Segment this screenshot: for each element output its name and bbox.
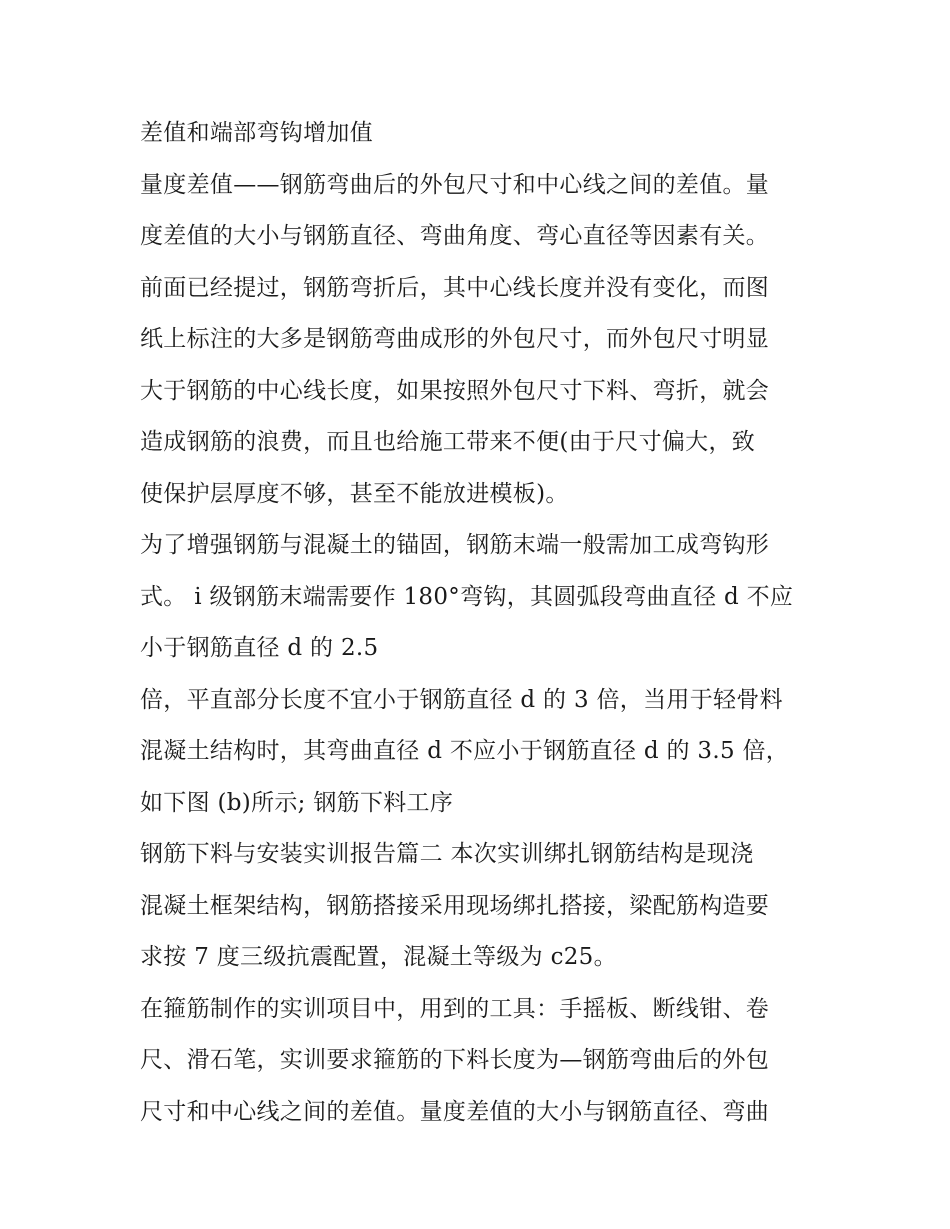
document-page — [140, 108, 820, 1138]
text-line: 混凝土框架结构，钢筋搭接采用现场绑扎搭接，梁配筋构造要 — [140, 892, 770, 919]
text-line: 尺寸和中心线之间的差值。量度差值的大小与钢筋直径、弯曲 — [140, 1098, 770, 1125]
text-line: 如下图 (b)所示; 钢筋下料工序 — [140, 789, 454, 816]
text-line: 混凝土结构时，其弯曲直径 d 不应小于钢筋直径 d 的 3.5 倍， — [140, 738, 790, 764]
text-line: 小于钢筋直径 d 的 2.5 — [140, 635, 379, 661]
text-line: 纸上标注的大多是钢筋弯曲成形的外包尺寸，而外包尺寸明显 — [140, 326, 770, 352]
text-line: 造成钢筋的浪费，而且也给施工带来不便(由于尺寸偏大，致 — [140, 429, 756, 455]
text-line: 为了增强钢筋与混凝土的锚固，钢筋末端一般需加工成弯钩形 — [140, 532, 770, 558]
text-line: 式。 i 级钢筋末端需要作 180°弯钩，其圆弧段弯曲直径 d 不应 — [140, 583, 794, 610]
text-line: 大于钢筋的中心线长度，如果按照外包尺寸下料、弯折，就会 — [140, 377, 770, 404]
text-line: 尺、滑石笔，实训要求箍筋的下料长度为—钢筋弯曲后的外包 — [140, 1047, 770, 1073]
text-line: 求按 7 度三级抗震配置，混凝土等级为 c25。 — [140, 944, 617, 970]
text-line: 度差值的大小与钢筋直径、弯曲角度、弯心直径等因素有关。 — [140, 223, 770, 249]
text-line: 钢筋下料与安装实训报告篇二 本次实训绑扎钢筋结构是现浇 — [140, 841, 754, 867]
text-line: 量度差值——钢筋弯曲后的外包尺寸和中心线之间的差值。量 — [140, 171, 770, 198]
text-line: 差值和端部弯钩增加值 — [140, 120, 373, 146]
text-line: 倍，平直部分长度不宜小于钢筋直径 d 的 3 倍，当用于轻骨料 — [140, 686, 783, 713]
text-line: 使保护层厚度不够，甚至不能放进模板)。 — [140, 480, 569, 507]
text-line: 在箍筋制作的实训项目中，用到的工具：手摇板、断线钳、卷 — [140, 995, 770, 1022]
text-line: 前面已经提过，钢筋弯折后，其中心线长度并没有变化，而图 — [140, 274, 770, 301]
